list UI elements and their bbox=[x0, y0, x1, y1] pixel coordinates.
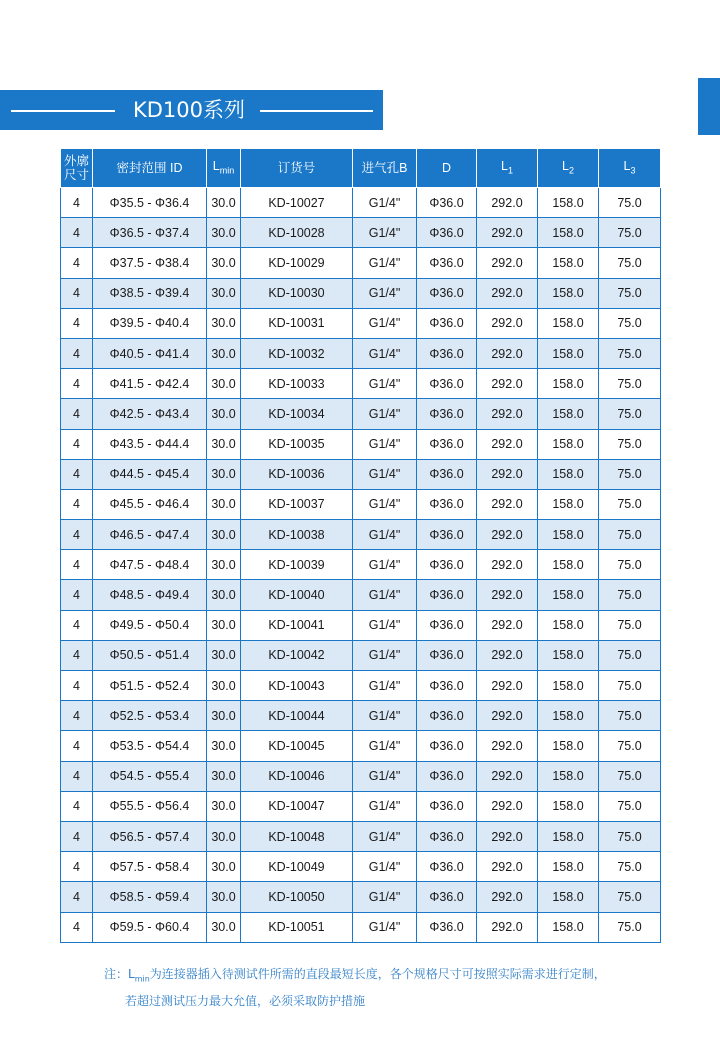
cell-l3: 75.0 bbox=[599, 882, 661, 912]
table-row bbox=[61, 671, 661, 701]
cell-inlet: G1/4" bbox=[353, 520, 417, 550]
cell-l2: 158.0 bbox=[538, 912, 599, 942]
cell-lmin: 30.0 bbox=[207, 640, 241, 670]
header-size-label: 外廓尺寸 bbox=[63, 154, 89, 182]
cell-seal-range: Φ47.5 - Φ48.4 bbox=[93, 550, 207, 580]
cell-l1: 292.0 bbox=[477, 399, 538, 429]
cell-inlet: G1/4" bbox=[353, 459, 417, 489]
cell-l3: 75.0 bbox=[599, 550, 661, 580]
table-row bbox=[61, 489, 661, 519]
header-l2-sub: 2 bbox=[568, 165, 574, 176]
cell-d: Φ36.0 bbox=[417, 882, 477, 912]
cell-l3: 75.0 bbox=[599, 791, 661, 821]
cell-order-no: KD-10043 bbox=[241, 671, 353, 701]
cell-seal-range: Φ48.5 - Φ49.4 bbox=[93, 580, 207, 610]
cell-order-no: KD-10027 bbox=[241, 188, 353, 218]
cell-l2: 158.0 bbox=[538, 610, 599, 640]
header-l2 bbox=[538, 149, 599, 188]
cell-seal-range: Φ49.5 - Φ50.4 bbox=[93, 610, 207, 640]
cell-d: Φ36.0 bbox=[417, 550, 477, 580]
cell-seal-range: Φ44.5 - Φ45.4 bbox=[93, 459, 207, 489]
cell-l2: 158.0 bbox=[538, 429, 599, 459]
header-lmin-sub: min bbox=[219, 165, 235, 176]
cell-inlet: G1/4" bbox=[353, 701, 417, 731]
cell-inlet: G1/4" bbox=[353, 671, 417, 701]
cell-inlet: G1/4" bbox=[353, 429, 417, 459]
cell-order-no: KD-10049 bbox=[241, 852, 353, 882]
cell-d: Φ36.0 bbox=[417, 821, 477, 851]
table-row bbox=[61, 912, 661, 942]
cell-lmin: 30.0 bbox=[207, 791, 241, 821]
cell-order-no: KD-10039 bbox=[241, 550, 353, 580]
cell-d: Φ36.0 bbox=[417, 338, 477, 368]
cell-l2: 158.0 bbox=[538, 188, 599, 218]
cell-size: 4 bbox=[61, 640, 93, 670]
cell-size: 4 bbox=[61, 791, 93, 821]
cell-d: Φ36.0 bbox=[417, 852, 477, 882]
cell-inlet: G1/4" bbox=[353, 218, 417, 248]
cell-order-no: KD-10035 bbox=[241, 429, 353, 459]
cell-d: Φ36.0 bbox=[417, 520, 477, 550]
cell-l2: 158.0 bbox=[538, 761, 599, 791]
cell-order-no: KD-10031 bbox=[241, 308, 353, 338]
cell-seal-range: Φ55.5 - Φ56.4 bbox=[93, 791, 207, 821]
cell-l1: 292.0 bbox=[477, 761, 538, 791]
table-row bbox=[61, 640, 661, 670]
table-row bbox=[61, 369, 661, 399]
cell-l2: 158.0 bbox=[538, 489, 599, 519]
cell-l3: 75.0 bbox=[599, 852, 661, 882]
cell-size: 4 bbox=[61, 308, 93, 338]
cell-l2: 158.0 bbox=[538, 278, 599, 308]
cell-l2: 158.0 bbox=[538, 369, 599, 399]
cell-l3: 75.0 bbox=[599, 489, 661, 519]
cell-lmin: 30.0 bbox=[207, 188, 241, 218]
cell-d: Φ36.0 bbox=[417, 671, 477, 701]
cell-size: 4 bbox=[61, 701, 93, 731]
cell-d: Φ36.0 bbox=[417, 278, 477, 308]
table-header-row bbox=[61, 149, 661, 188]
cell-l3: 75.0 bbox=[599, 821, 661, 851]
cell-l1: 292.0 bbox=[477, 278, 538, 308]
cell-seal-range: Φ53.5 - Φ54.4 bbox=[93, 731, 207, 761]
header-l3 bbox=[599, 149, 661, 188]
cell-size: 4 bbox=[61, 338, 93, 368]
cell-lmin: 30.0 bbox=[207, 580, 241, 610]
header-l1 bbox=[477, 149, 538, 188]
cell-inlet: G1/4" bbox=[353, 610, 417, 640]
table-row bbox=[61, 248, 661, 278]
cell-lmin: 30.0 bbox=[207, 248, 241, 278]
cell-d: Φ36.0 bbox=[417, 489, 477, 519]
title-decor-line-left bbox=[11, 110, 115, 112]
cell-seal-range: Φ43.5 - Φ44.4 bbox=[93, 429, 207, 459]
cell-seal-range: Φ35.5 - Φ36.4 bbox=[93, 188, 207, 218]
cell-seal-range: Φ56.5 - Φ57.4 bbox=[93, 821, 207, 851]
cell-inlet: G1/4" bbox=[353, 338, 417, 368]
cell-l1: 292.0 bbox=[477, 882, 538, 912]
cell-d: Φ36.0 bbox=[417, 218, 477, 248]
table-row bbox=[61, 791, 661, 821]
cell-lmin: 30.0 bbox=[207, 550, 241, 580]
cell-inlet: G1/4" bbox=[353, 761, 417, 791]
cell-l3: 75.0 bbox=[599, 701, 661, 731]
cell-l3: 75.0 bbox=[599, 308, 661, 338]
cell-size: 4 bbox=[61, 580, 93, 610]
cell-l2: 158.0 bbox=[538, 399, 599, 429]
note-sub: min bbox=[134, 974, 150, 984]
header-l3-main: L bbox=[623, 158, 631, 173]
cell-l3: 75.0 bbox=[599, 520, 661, 550]
cell-order-no: KD-10037 bbox=[241, 489, 353, 519]
cell-size: 4 bbox=[61, 429, 93, 459]
cell-lmin: 30.0 bbox=[207, 671, 241, 701]
cell-l2: 158.0 bbox=[538, 520, 599, 550]
header-size bbox=[61, 149, 93, 188]
cell-l3: 75.0 bbox=[599, 731, 661, 761]
cell-order-no: KD-10040 bbox=[241, 580, 353, 610]
cell-order-no: KD-10030 bbox=[241, 278, 353, 308]
cell-l3: 75.0 bbox=[599, 580, 661, 610]
cell-seal-range: Φ38.5 - Φ39.4 bbox=[93, 278, 207, 308]
cell-lmin: 30.0 bbox=[207, 761, 241, 791]
cell-order-no: KD-10048 bbox=[241, 821, 353, 851]
cell-inlet: G1/4" bbox=[353, 580, 417, 610]
cell-lmin: 30.0 bbox=[207, 489, 241, 519]
cell-lmin: 30.0 bbox=[207, 821, 241, 851]
cell-d: Φ36.0 bbox=[417, 369, 477, 399]
cell-lmin: 30.0 bbox=[207, 369, 241, 399]
cell-lmin: 30.0 bbox=[207, 459, 241, 489]
cell-inlet: G1/4" bbox=[353, 248, 417, 278]
cell-size: 4 bbox=[61, 459, 93, 489]
cell-l1: 292.0 bbox=[477, 429, 538, 459]
cell-seal-range: Φ51.5 - Φ52.4 bbox=[93, 671, 207, 701]
cell-lmin: 30.0 bbox=[207, 520, 241, 550]
cell-seal-range: Φ52.5 - Φ53.4 bbox=[93, 701, 207, 731]
cell-l1: 292.0 bbox=[477, 610, 538, 640]
cell-inlet: G1/4" bbox=[353, 852, 417, 882]
cell-inlet: G1/4" bbox=[353, 791, 417, 821]
cell-l3: 75.0 bbox=[599, 912, 661, 942]
table-row bbox=[61, 459, 661, 489]
spec-table bbox=[60, 148, 661, 943]
cell-l1: 292.0 bbox=[477, 520, 538, 550]
cell-l3: 75.0 bbox=[599, 640, 661, 670]
cell-l1: 292.0 bbox=[477, 640, 538, 670]
header-d: D bbox=[417, 149, 477, 188]
cell-inlet: G1/4" bbox=[353, 731, 417, 761]
cell-l1: 292.0 bbox=[477, 912, 538, 942]
cell-l2: 158.0 bbox=[538, 821, 599, 851]
table-row bbox=[61, 188, 661, 218]
cell-l1: 292.0 bbox=[477, 580, 538, 610]
table-row bbox=[61, 308, 661, 338]
cell-l1: 292.0 bbox=[477, 459, 538, 489]
cell-l2: 158.0 bbox=[538, 308, 599, 338]
cell-seal-range: Φ59.5 - Φ60.4 bbox=[93, 912, 207, 942]
cell-l2: 158.0 bbox=[538, 731, 599, 761]
cell-size: 4 bbox=[61, 218, 93, 248]
table-row bbox=[61, 218, 661, 248]
table-row bbox=[61, 399, 661, 429]
cell-inlet: G1/4" bbox=[353, 821, 417, 851]
cell-size: 4 bbox=[61, 489, 93, 519]
cell-l2: 158.0 bbox=[538, 640, 599, 670]
table-row bbox=[61, 338, 661, 368]
cell-d: Φ36.0 bbox=[417, 761, 477, 791]
cell-size: 4 bbox=[61, 912, 93, 942]
cell-order-no: KD-10042 bbox=[241, 640, 353, 670]
note-prefix: 注：L bbox=[104, 967, 135, 981]
cell-seal-range: Φ54.5 - Φ55.4 bbox=[93, 761, 207, 791]
cell-order-no: KD-10034 bbox=[241, 399, 353, 429]
cell-l2: 158.0 bbox=[538, 338, 599, 368]
cell-l3: 75.0 bbox=[599, 248, 661, 278]
cell-lmin: 30.0 bbox=[207, 610, 241, 640]
cell-lmin: 30.0 bbox=[207, 912, 241, 942]
header-lmin-main: L bbox=[212, 158, 220, 173]
cell-inlet: G1/4" bbox=[353, 308, 417, 338]
cell-d: Φ36.0 bbox=[417, 912, 477, 942]
table-row bbox=[61, 882, 661, 912]
cell-d: Φ36.0 bbox=[417, 701, 477, 731]
cell-size: 4 bbox=[61, 520, 93, 550]
section-title-bar bbox=[0, 90, 383, 130]
cell-inlet: G1/4" bbox=[353, 489, 417, 519]
cell-inlet: G1/4" bbox=[353, 912, 417, 942]
cell-l1: 292.0 bbox=[477, 852, 538, 882]
cell-order-no: KD-10041 bbox=[241, 610, 353, 640]
side-tab-marker bbox=[698, 78, 720, 135]
cell-lmin: 30.0 bbox=[207, 218, 241, 248]
cell-size: 4 bbox=[61, 731, 93, 761]
cell-seal-range: Φ40.5 - Φ41.4 bbox=[93, 338, 207, 368]
cell-order-no: KD-10047 bbox=[241, 791, 353, 821]
cell-l2: 158.0 bbox=[538, 882, 599, 912]
cell-d: Φ36.0 bbox=[417, 610, 477, 640]
cell-l1: 292.0 bbox=[477, 791, 538, 821]
cell-l1: 292.0 bbox=[477, 701, 538, 731]
cell-l1: 292.0 bbox=[477, 731, 538, 761]
cell-order-no: KD-10028 bbox=[241, 218, 353, 248]
cell-l1: 292.0 bbox=[477, 218, 538, 248]
cell-l3: 75.0 bbox=[599, 218, 661, 248]
cell-seal-range: Φ46.5 - Φ47.4 bbox=[93, 520, 207, 550]
header-l2-main: L bbox=[562, 158, 569, 173]
cell-size: 4 bbox=[61, 550, 93, 580]
cell-lmin: 30.0 bbox=[207, 731, 241, 761]
table-row bbox=[61, 731, 661, 761]
cell-size: 4 bbox=[61, 882, 93, 912]
cell-inlet: G1/4" bbox=[353, 550, 417, 580]
cell-d: Φ36.0 bbox=[417, 188, 477, 218]
cell-d: Φ36.0 bbox=[417, 459, 477, 489]
cell-d: Φ36.0 bbox=[417, 308, 477, 338]
table-row bbox=[61, 278, 661, 308]
header-inlet: 进气孔B bbox=[353, 149, 417, 188]
header-l1-main: L bbox=[501, 158, 508, 173]
header-order-no: 订货号 bbox=[241, 149, 353, 188]
title-decor-line-right bbox=[260, 110, 373, 112]
cell-l2: 158.0 bbox=[538, 580, 599, 610]
cell-l3: 75.0 bbox=[599, 338, 661, 368]
cell-inlet: G1/4" bbox=[353, 369, 417, 399]
cell-size: 4 bbox=[61, 369, 93, 399]
cell-seal-range: Φ58.5 - Φ59.4 bbox=[93, 882, 207, 912]
cell-size: 4 bbox=[61, 610, 93, 640]
cell-d: Φ36.0 bbox=[417, 791, 477, 821]
cell-lmin: 30.0 bbox=[207, 429, 241, 459]
cell-l2: 158.0 bbox=[538, 852, 599, 882]
cell-size: 4 bbox=[61, 852, 93, 882]
cell-l2: 158.0 bbox=[538, 218, 599, 248]
cell-lmin: 30.0 bbox=[207, 882, 241, 912]
cell-inlet: G1/4" bbox=[353, 188, 417, 218]
table-row bbox=[61, 429, 661, 459]
cell-l3: 75.0 bbox=[599, 610, 661, 640]
cell-l3: 75.0 bbox=[599, 278, 661, 308]
cell-l2: 158.0 bbox=[538, 550, 599, 580]
cell-d: Φ36.0 bbox=[417, 248, 477, 278]
header-l1-sub: 1 bbox=[507, 165, 513, 176]
header-l3-sub: 3 bbox=[630, 165, 636, 176]
cell-order-no: KD-10051 bbox=[241, 912, 353, 942]
cell-lmin: 30.0 bbox=[207, 338, 241, 368]
header-lmin bbox=[207, 149, 241, 188]
cell-l1: 292.0 bbox=[477, 550, 538, 580]
table-row bbox=[61, 520, 661, 550]
cell-l1: 292.0 bbox=[477, 188, 538, 218]
cell-order-no: KD-10029 bbox=[241, 248, 353, 278]
cell-seal-range: Φ42.5 - Φ43.4 bbox=[93, 399, 207, 429]
cell-lmin: 30.0 bbox=[207, 308, 241, 338]
cell-lmin: 30.0 bbox=[207, 701, 241, 731]
cell-lmin: 30.0 bbox=[207, 852, 241, 882]
cell-l1: 292.0 bbox=[477, 821, 538, 851]
cell-l3: 75.0 bbox=[599, 671, 661, 701]
table-body bbox=[61, 188, 661, 943]
table-row bbox=[61, 761, 661, 791]
cell-seal-range: Φ57.5 - Φ58.4 bbox=[93, 852, 207, 882]
cell-inlet: G1/4" bbox=[353, 278, 417, 308]
cell-seal-range: Φ45.5 - Φ46.4 bbox=[93, 489, 207, 519]
table-row bbox=[61, 821, 661, 851]
note-line1: 为连接器插入待测试件所需的直段最短长度，各个规格尺寸可按照实际需求进行定制， bbox=[149, 967, 606, 981]
cell-size: 4 bbox=[61, 821, 93, 851]
cell-l2: 158.0 bbox=[538, 791, 599, 821]
cell-l3: 75.0 bbox=[599, 369, 661, 399]
cell-seal-range: Φ50.5 - Φ51.4 bbox=[93, 640, 207, 670]
cell-l3: 75.0 bbox=[599, 761, 661, 791]
cell-l2: 158.0 bbox=[538, 671, 599, 701]
cell-l3: 75.0 bbox=[599, 429, 661, 459]
cell-order-no: KD-10036 bbox=[241, 459, 353, 489]
cell-l3: 75.0 bbox=[599, 399, 661, 429]
cell-d: Φ36.0 bbox=[417, 731, 477, 761]
cell-inlet: G1/4" bbox=[353, 882, 417, 912]
cell-inlet: G1/4" bbox=[353, 640, 417, 670]
cell-size: 4 bbox=[61, 761, 93, 791]
cell-order-no: KD-10046 bbox=[241, 761, 353, 791]
cell-order-no: KD-10038 bbox=[241, 520, 353, 550]
cell-d: Φ36.0 bbox=[417, 640, 477, 670]
cell-seal-range: Φ36.5 - Φ37.4 bbox=[93, 218, 207, 248]
cell-l3: 75.0 bbox=[599, 459, 661, 489]
cell-size: 4 bbox=[61, 248, 93, 278]
cell-l1: 292.0 bbox=[477, 369, 538, 399]
cell-d: Φ36.0 bbox=[417, 399, 477, 429]
cell-lmin: 30.0 bbox=[207, 399, 241, 429]
cell-order-no: KD-10050 bbox=[241, 882, 353, 912]
table-row bbox=[61, 701, 661, 731]
cell-l2: 158.0 bbox=[538, 459, 599, 489]
cell-size: 4 bbox=[61, 278, 93, 308]
cell-d: Φ36.0 bbox=[417, 429, 477, 459]
cell-l1: 292.0 bbox=[477, 308, 538, 338]
table-row bbox=[61, 852, 661, 882]
cell-order-no: KD-10033 bbox=[241, 369, 353, 399]
cell-size: 4 bbox=[61, 399, 93, 429]
cell-l1: 292.0 bbox=[477, 248, 538, 278]
section-title: KD100系列 bbox=[132, 98, 246, 122]
cell-order-no: KD-10032 bbox=[241, 338, 353, 368]
footnote bbox=[104, 963, 704, 1013]
cell-seal-range: Φ39.5 - Φ40.4 bbox=[93, 308, 207, 338]
cell-inlet: G1/4" bbox=[353, 399, 417, 429]
cell-seal-range: Φ37.5 - Φ38.4 bbox=[93, 248, 207, 278]
cell-l2: 158.0 bbox=[538, 248, 599, 278]
cell-d: Φ36.0 bbox=[417, 580, 477, 610]
cell-l3: 75.0 bbox=[599, 188, 661, 218]
table-row bbox=[61, 550, 661, 580]
cell-l1: 292.0 bbox=[477, 338, 538, 368]
cell-size: 4 bbox=[61, 671, 93, 701]
cell-order-no: KD-10045 bbox=[241, 731, 353, 761]
header-seal-range: 密封范围 ID bbox=[93, 149, 207, 188]
cell-l1: 292.0 bbox=[477, 671, 538, 701]
table-row bbox=[61, 610, 661, 640]
note-line2: 若超过测试压力最大允值，必须采取防护措施 bbox=[125, 994, 366, 1009]
cell-seal-range: Φ41.5 - Φ42.4 bbox=[93, 369, 207, 399]
cell-size: 4 bbox=[61, 188, 93, 218]
cell-lmin: 30.0 bbox=[207, 278, 241, 308]
cell-order-no: KD-10044 bbox=[241, 701, 353, 731]
table-row bbox=[61, 580, 661, 610]
cell-l1: 292.0 bbox=[477, 489, 538, 519]
cell-l2: 158.0 bbox=[538, 701, 599, 731]
